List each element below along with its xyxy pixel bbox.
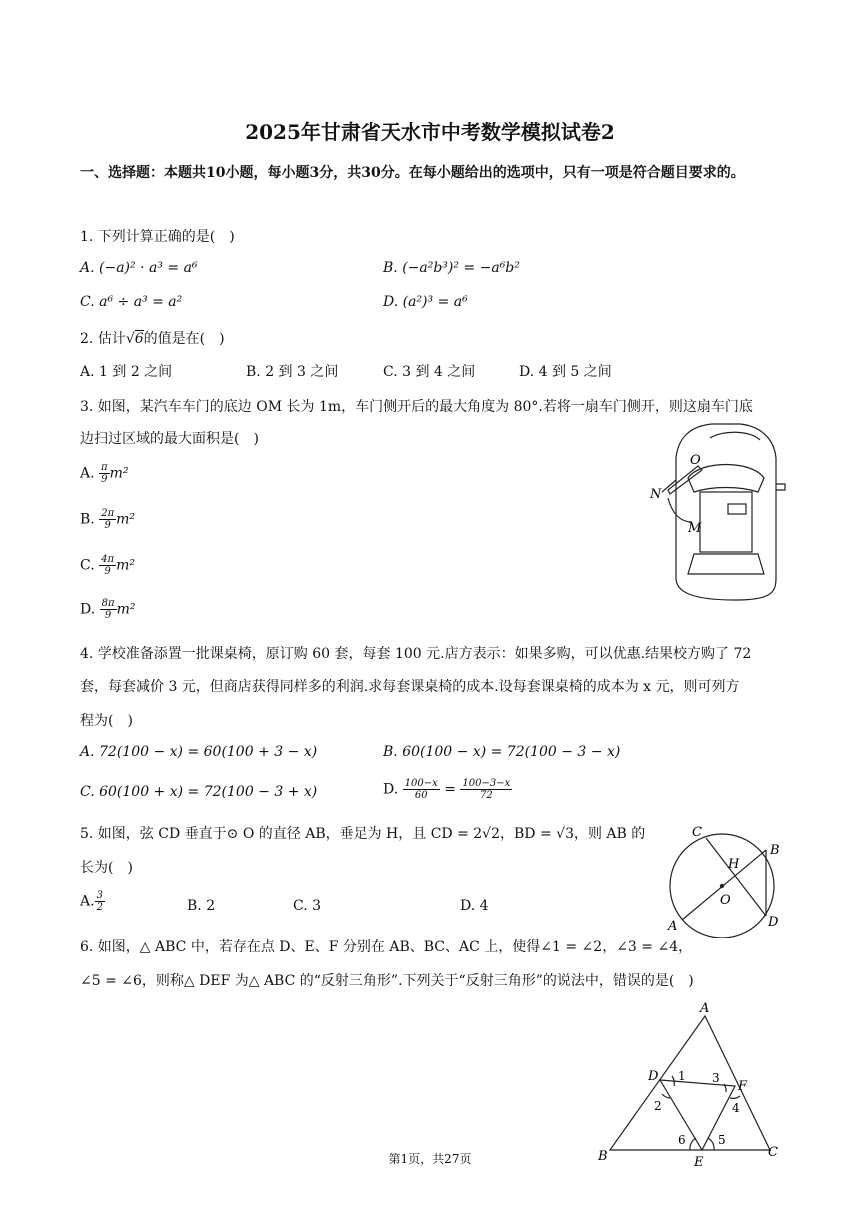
question-5-option-d: D. 4 <box>460 898 489 914</box>
question-2-stem-pre: 2. 估计 <box>80 331 126 347</box>
question-2-option-c: C. 3 到 4 之间 <box>383 364 476 380</box>
page-footer: 第1页，共27页 <box>388 1152 472 1166</box>
chord-CD <box>706 838 766 916</box>
question-3-option-d <box>80 598 135 621</box>
fraction-left <box>403 778 440 801</box>
triangle-figure <box>590 1000 790 1172</box>
label-E: E <box>694 1155 704 1170</box>
question-5-option-c: C. 3 <box>293 898 322 914</box>
rear-window <box>688 554 764 574</box>
mirror <box>776 484 785 490</box>
sweep-arc <box>668 498 692 522</box>
question-4-stem-line2: 套，每套减价 3 元，但商店获得同样多的利润.求每套课桌椅的成本.设每套课桌椅的成本为 x 元，则可列方 <box>80 679 740 695</box>
question-5-option-b: B. 2 <box>187 898 216 914</box>
question-4-option-c: C. 60(100 + x) = 72(100 − 3 + x) <box>80 784 318 800</box>
question-6-stem-line1: 6. 如图，△ ABC 中，若存在点 D、E、F 分别在 AB、BC、AC 上，使得∠1 = ∠2，∠3 = ∠4， <box>80 939 693 955</box>
unit: m² <box>116 557 135 574</box>
angle-1-label: 1 <box>678 1069 686 1083</box>
label-A: A <box>668 919 678 934</box>
page-title: 2025年甘肃省天水市中考数学模拟试卷2 <box>245 120 615 144</box>
section-header: 一、选择题：本题共10小题，每小题3分，共30分。在每小题给出的选项中，只有一项是符合题目要求的。 <box>80 165 745 181</box>
label-C: C <box>692 825 702 840</box>
question-4-option-b: B. 60(100 − x) = 72(100 − 3 − x) <box>383 744 621 760</box>
denominator: 72 <box>479 790 493 801</box>
question-4-stem-line1: 4. 学校准备添置一批课桌椅，原订购 60 套，每套 100 元.店方表示：如果多购，可以优惠.结果校方购了 72 <box>80 646 752 662</box>
question-2-option-a: A. 1 到 2 之间 <box>80 364 173 380</box>
car-roof <box>700 492 752 552</box>
question-4-option-d <box>383 778 512 801</box>
question-3-option-a <box>80 462 128 485</box>
label-O: O <box>720 893 731 908</box>
fraction <box>99 508 116 531</box>
question-1-option-a: A. (−a)² · a³ = a⁶ <box>80 260 198 276</box>
question-1-option-d: D. (a²)³ = a⁶ <box>383 294 468 310</box>
roof-window <box>728 504 746 514</box>
unit: m² <box>109 465 129 482</box>
angle-6-arc <box>690 1138 696 1150</box>
label-H: H <box>728 857 740 872</box>
circle-figure <box>662 820 790 938</box>
label-D: D <box>648 1069 659 1084</box>
numerator: 8π <box>101 598 115 609</box>
denominator: 9 <box>101 474 108 485</box>
question-3-option-c <box>80 554 135 577</box>
question-2-stem-post: 的值是在( ) <box>143 331 225 347</box>
denominator: 60 <box>414 790 428 801</box>
angle-5-arc <box>708 1138 714 1150</box>
question-3-stem-line1: 3. 如图，某汽车车门的底边 OM 长为 1m，车门侧开后的最大角度为 80°.若将一扇车门侧开，则这扇车门底 <box>80 399 753 415</box>
question-2-option-d: D. 4 到 5 之间 <box>519 364 612 380</box>
question-6-stem-line2: ∠5 = ∠6，则称△ DEF 为△ ABC 的“反射三角形”.下列关于“反射三角形”的说法中，错误的是( ) <box>80 973 694 989</box>
label-D: D <box>768 915 779 930</box>
denominator: 2 <box>96 902 103 913</box>
center-point <box>720 884 724 888</box>
fraction <box>99 554 116 577</box>
fraction-right <box>460 778 512 801</box>
denominator: 9 <box>104 520 111 531</box>
numerator: 100−x <box>404 778 438 789</box>
question-1-option-c: C. a⁶ ÷ a³ = a² <box>80 294 183 310</box>
angle-3-label: 3 <box>712 1071 720 1085</box>
unit: m² <box>116 601 136 618</box>
unit: m² <box>116 511 136 528</box>
hood-line <box>710 432 760 440</box>
equals-sign: = <box>444 781 456 798</box>
question-1-stem: 1. 下列计算正确的是( ) <box>80 229 235 245</box>
numerator: 3 <box>96 890 103 901</box>
numerator: 2π <box>101 508 115 519</box>
question-5-stem-line1: 5. 如图，弦 CD 垂直于⊙ O 的直径 AB，垂足为 H，且 CD = 2√2，BD = √3，则 AB 的 <box>80 826 646 842</box>
option-label: A. <box>80 465 95 482</box>
label-F: F <box>738 1079 748 1094</box>
denominator: 9 <box>104 566 111 577</box>
denominator: 9 <box>104 610 112 621</box>
label-C: C <box>768 1145 778 1160</box>
option-label: D. <box>80 601 96 618</box>
numerator: π <box>101 462 108 473</box>
question-3-stem-line2: 边扫过区域的最大面积是( ) <box>80 431 259 447</box>
fraction <box>100 598 117 621</box>
windshield <box>688 465 764 493</box>
label-B: B <box>598 1149 608 1164</box>
question-4-stem-line3: 程为( ) <box>80 713 133 729</box>
angle-2-label: 2 <box>654 1099 662 1113</box>
question-2-stem <box>80 328 225 348</box>
question-5-option-a <box>80 890 105 913</box>
angle-5-label: 5 <box>718 1133 726 1147</box>
car-door-figure <box>640 418 790 604</box>
question-1-option-b: B. (−a²b³)² = −a⁶b² <box>383 260 520 276</box>
option-label: B. <box>80 511 95 528</box>
option-label: A. <box>80 893 95 910</box>
label-M: M <box>688 521 702 536</box>
radical-sign: √ <box>125 331 135 347</box>
angle-6-label: 6 <box>678 1133 686 1147</box>
numerator: 4π <box>101 554 115 565</box>
label-O: O <box>690 453 701 468</box>
question-5-stem-line2: 长为( ) <box>80 860 133 876</box>
question-3-option-b <box>80 508 135 531</box>
angle-4-arc <box>730 1096 740 1098</box>
label-N: N <box>650 487 662 502</box>
fraction <box>99 462 110 485</box>
option-label: D. <box>383 781 399 798</box>
label-A: A <box>700 1001 710 1016</box>
question-2-option-b: B. 2 到 3 之间 <box>246 364 339 380</box>
numerator: 100−3−x <box>462 778 511 789</box>
option-label: C. <box>80 557 95 574</box>
label-B: B <box>770 843 780 858</box>
fraction <box>95 890 105 913</box>
question-4-option-a: A. 72(100 − x) = 60(100 + 3 − x) <box>80 744 318 760</box>
angle-4-label: 4 <box>732 1101 740 1115</box>
question-2-radicand: 6 <box>134 331 144 347</box>
